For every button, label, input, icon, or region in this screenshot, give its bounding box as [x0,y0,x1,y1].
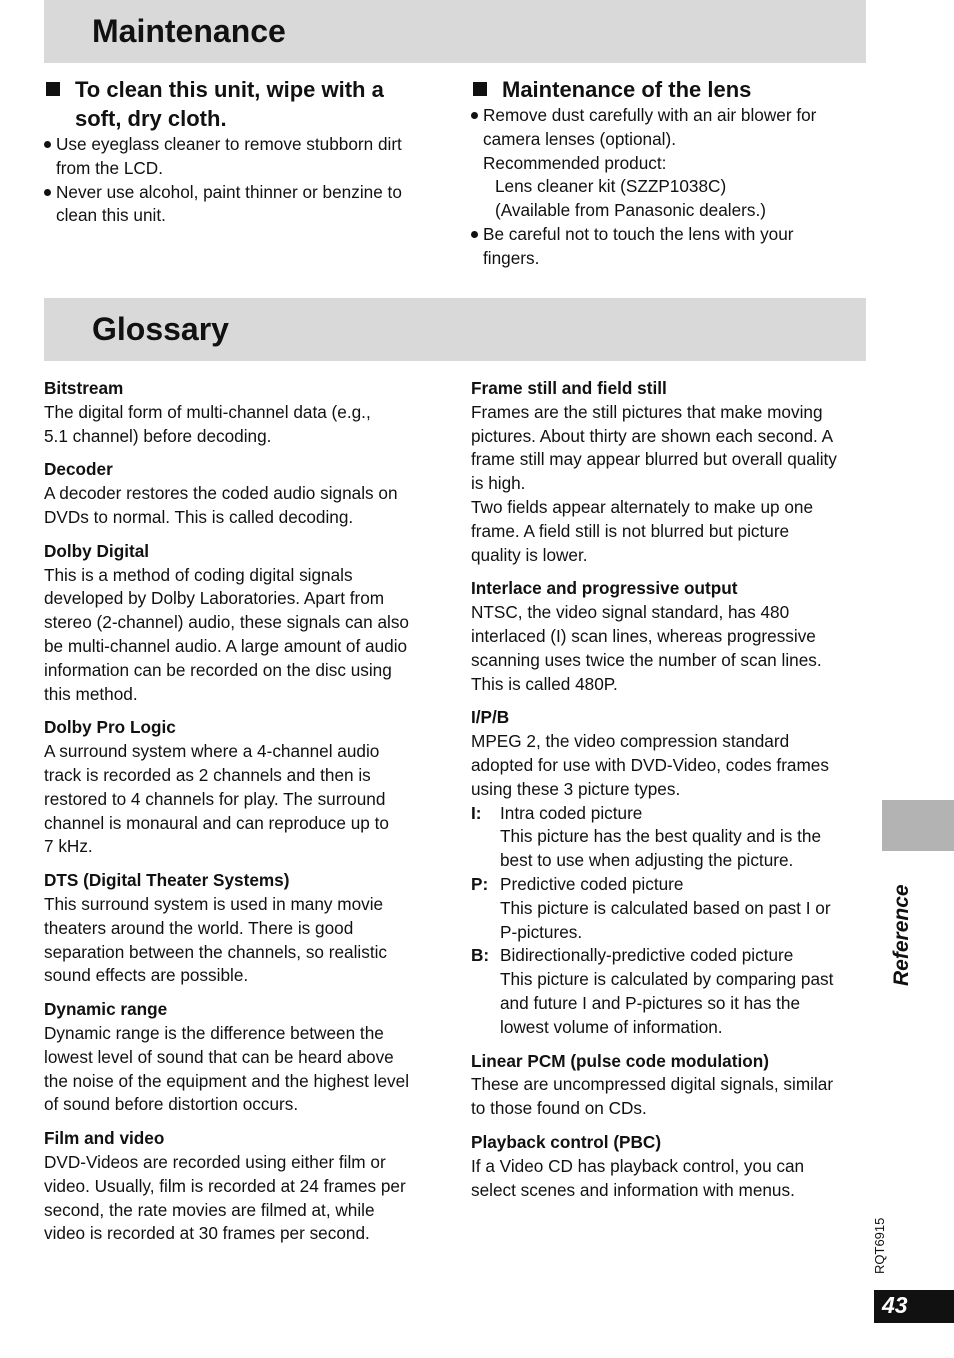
glossary-definition-line: be multi-channel audio. A large amount of audio [44,635,408,656]
glossary-term: Dolby Pro Logic [44,717,176,738]
clean-bullet-2: Never use alcohol, paint thinner or benzine to clean this unit. [44,181,444,229]
lens-bullet-1: Remove dust carefully with an air blower for camera lenses (optional). Recommended product: Lens cleaner kit (SZZP1038C) (Available from Panasonic dealers.) [471,104,871,223]
picture-type-line: Bidirectionally-predictive coded picture [500,945,794,966]
glossary-definition-line: developed by Dolby Laboratories. Apart from [44,588,385,609]
glossary-definition-line: stereo (2-channel) audio, these signals can also [44,612,409,633]
glossary-entry [44,869,444,988]
clean-bullet-1: Use eyeglass cleaner to remove stubborn dirt from the LCD. [44,133,444,181]
glossary-definition-line: pictures. About thirty are shown each second. A [471,425,834,446]
glossary-definition-line: second, the rate movies are filmed at, while [44,1199,375,1220]
glossary-definition-line: theaters around the world. There is good [44,917,354,938]
glossary-definition-line: using these 3 picture types. [471,778,681,799]
picture-type-line: Predictive coded picture [500,873,684,894]
glossary-entry [44,1127,444,1246]
glossary-header [44,298,866,361]
glossary-entry [44,458,444,529]
glossary-definition-line: frame. A field still is not blurred but picture [471,520,790,541]
glossary-definition-line: restored to 4 channels for play. The surround [44,788,386,809]
lens-section [471,75,871,271]
lens-heading: Maintenance of the lens [471,75,871,104]
glossary-definition-line: video. Usually, film is recorded at 24 frames per [44,1175,406,1196]
glossary-definition-line: to those found on CDs. [471,1098,647,1119]
maintenance-title: Maintenance [92,13,286,49]
glossary-definition-line: Two fields appear alternately to make up one [471,496,814,517]
picture-type-item [471,873,871,944]
bullet-icon [44,189,51,196]
glossary-term: I/P/B [471,707,510,728]
picture-type-line: This picture is calculated by comparing past [500,969,834,990]
glossary-term: Frame still and field still [471,378,667,398]
glossary-entry [44,716,444,859]
glossary-term: Decoder [44,459,113,480]
glossary-definition-line: 7 kHz. [44,836,93,857]
glossary-entry [471,577,871,696]
glossary-right-column [471,377,871,1202]
glossary-term: Bitstream [44,378,124,398]
glossary-title: Glossary [92,311,229,347]
glossary-definition-line: information can be recorded on the disc using [44,659,392,680]
picture-type-line: P-pictures. [500,921,583,942]
picture-type-label: P: [471,873,489,894]
glossary-entry [471,1131,871,1202]
glossary-definition-line: MPEG 2, the video compression standard [471,731,790,752]
glossary-definition-line: separation between the channels, so realistic [44,941,388,962]
glossary-entry [44,540,444,707]
glossary-entry [471,377,871,567]
picture-type-line: lowest volume of information. [500,1016,723,1037]
glossary-definition-line: A surround system where a 4-channel audio [44,741,380,762]
glossary-definition-line: A decoder restores the coded audio signals on [44,483,398,504]
glossary-entry [471,1050,871,1121]
glossary-definition-line: adopted for use with DVD-Video, codes frames [471,754,829,775]
picture-type-label: B: [471,945,490,966]
glossary-term: Playback control (PBC) [471,1131,662,1152]
glossary-definition-line: scanning uses twice the number of scan lines. [471,649,822,670]
glossary-definition-line: sound effects are possible. [44,965,249,986]
clean-section [44,75,444,228]
glossary-definition-line: If a Video CD has playback control, you can [471,1155,805,1176]
glossary-definition-line: select scenes and information with menus. [471,1179,795,1200]
glossary-definition-line: frame still may appear blurred but overall quality [471,449,837,470]
glossary-entry [44,998,444,1117]
section-tab [882,800,954,851]
glossary-definition-line: NTSC, the video signal standard, has 480 [471,602,790,623]
glossary-entry [44,377,444,448]
glossary-definition-line: This is a method of coding digital signals [44,564,353,585]
glossary-definition-line: quality is lower. [471,544,588,565]
glossary-definition-line: DVDs to normal. This is called decoding. [44,506,354,527]
glossary-definition-line: This is called 480P. [471,673,618,694]
picture-type-item [471,944,871,1039]
section-tab-label: Reference [890,884,913,986]
picture-type-label: I: [471,802,482,823]
glossary-definition-line: the noise of the equipment and the highest level [44,1070,410,1091]
glossary-entry-ipb [471,706,871,1039]
glossary-term: DTS (Digital Theater Systems) [44,870,290,891]
square-bullet-icon [46,82,60,96]
glossary-definition-line: video is recorded at 30 frames per second. [44,1223,370,1244]
glossary-definition-line: Dynamic range is the difference between the [44,1022,384,1043]
clean-heading: To clean this unit, wipe with a soft, dry cloth. [44,75,444,133]
glossary-term: Dolby Digital [44,540,150,561]
glossary-term: Dynamic range [44,999,168,1020]
square-bullet-icon [473,82,487,96]
lens-bullet-2: Be careful not to touch the lens with your fingers. [471,223,871,271]
picture-type-line: This picture has the best quality and is the [500,826,822,847]
page-number-box [874,1290,954,1323]
glossary-definition-line: interlaced (I) scan lines, whereas progressive [471,625,816,646]
glossary-definition-line: is high. [471,473,526,494]
glossary-definition-line: track is recorded as 2 channels and then is [44,764,371,785]
glossary-definition-line: of sound before distortion occurs. [44,1094,299,1115]
page-number: 43 [882,1292,908,1318]
glossary-left-column [44,377,444,1246]
bullet-icon [471,112,478,119]
glossary-definition-line: 5.1 channel) before decoding. [44,425,272,446]
glossary-definition-line: DVD-Videos are recorded using either film or [44,1151,386,1172]
glossary-definition-line: lowest level of sound that can be heard above [44,1046,394,1067]
document-code: RQT6915 [872,1217,887,1274]
picture-type-line: best to use when adjusting the picture. [500,850,794,871]
glossary-term: Interlace and progressive output [471,578,738,599]
glossary-term: Linear PCM (pulse code modulation) [471,1050,769,1071]
bullet-icon [44,141,51,148]
picture-type-item [471,802,871,873]
glossary-definition-line: channel is monaural and can reproduce up to [44,812,389,833]
bullet-icon [471,231,478,238]
picture-type-line: This picture is calculated based on past I or [500,897,831,918]
glossary-definition-line: These are uncompressed digital signals, similar [471,1074,834,1095]
glossary-definition-line: Frames are the still pictures that make moving [471,401,823,422]
glossary-definition-line: this method. [44,683,138,704]
glossary-term: Film and video [44,1128,165,1149]
glossary-definition-line: This surround system is used in many movie [44,893,384,914]
maintenance-header [44,0,866,63]
glossary-definition-line: The digital form of multi-channel data (e.g., [44,401,371,422]
picture-type-line: Intra coded picture [500,802,643,823]
picture-type-line: and future I and P-pictures so it has the [500,992,801,1013]
